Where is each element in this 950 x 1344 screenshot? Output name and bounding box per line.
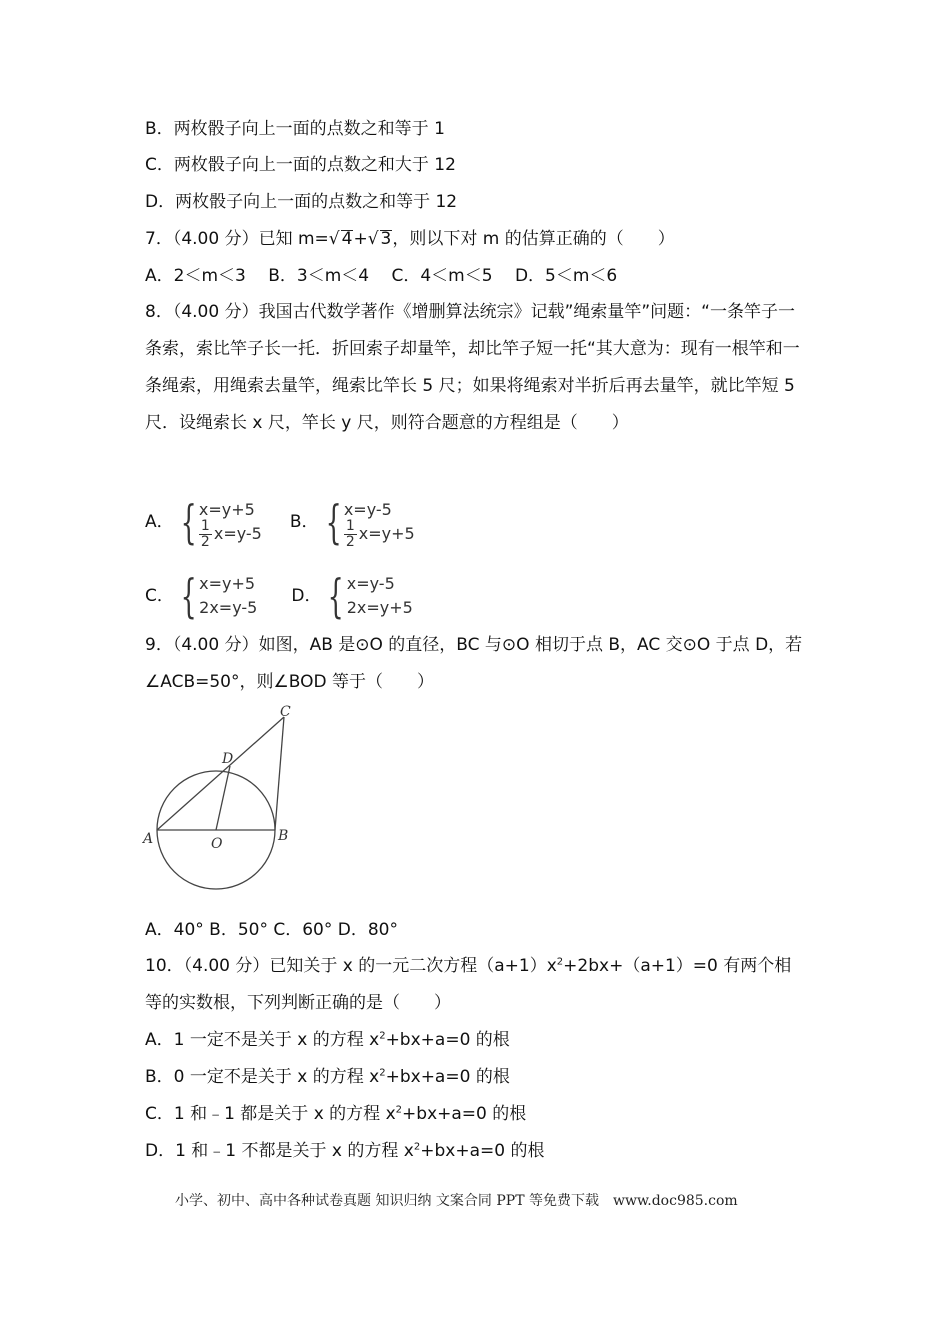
q8-c-eq2: 2x=y-5 <box>199 598 258 617</box>
q8-stem: 8．（4.00 分）我国古代数学著作《增删算法统宗》记载”绳索量竿”问题：“一条竿子一条索，索比竿子长一托．折回索子却量竿，却比竿子短一托“其大意为：现有一根竿和一条绳索，用绳索去量竿，绳索比竿长 5 尺；如果将绳索对半折后再去量竿，就比竿短 5 尺．设绳索长 x 尺，竿长 y 尺，则符合题意的方程组是（ ） <box>145 302 800 433</box>
q8-options-cd <box>145 570 413 622</box>
q8-option-c-system <box>174 569 258 623</box>
q8-option-a-system <box>174 495 262 550</box>
label-a: A <box>143 831 154 847</box>
q8-option-d-label: D． <box>291 586 322 606</box>
q7-stem-prefix: 7．（4.00 分）已知 m= <box>145 229 329 249</box>
q9-options: A．40° B．50° C．60° D．80° <box>145 920 398 940</box>
q8-option-c-label: C． <box>145 586 174 606</box>
q8-b-eq2: $\frac{1}{2}$ x=y+5 <box>345 517 415 550</box>
q8-b-fraction: $\frac{1}{2}$ <box>345 517 355 550</box>
q7-stem <box>145 227 675 251</box>
line-bc <box>275 717 284 830</box>
q7-plus: + <box>353 229 368 249</box>
brace-icon: { <box>325 495 342 549</box>
q6-option-b: B．两枚骰子向上一面的点数之和等于 1 <box>145 119 445 139</box>
page-footer: 小学、初中、高中各种试卷真题 知识归纳 文案合同 PPT 等免费下载 www.doc985.com <box>175 1193 738 1209</box>
q8-options-ab <box>145 487 415 557</box>
label-b: B <box>278 828 289 844</box>
sqrt-symbol: √ <box>367 229 379 249</box>
q8-b-eq1: x=y-5 <box>343 500 392 519</box>
q9-geometry-figure <box>138 700 308 895</box>
q8-c-eq1: x=y+5 <box>199 574 256 593</box>
brace-icon: { <box>180 495 197 549</box>
sqrt-symbol: √ <box>328 229 340 249</box>
brace-icon: { <box>180 569 197 623</box>
q8-option-b-system <box>319 495 415 550</box>
label-d: D <box>222 751 234 767</box>
q7-root1: 4 <box>341 229 353 249</box>
q6-option-c: C．两枚骰子向上一面的点数之和大于 12 <box>145 155 456 175</box>
q10-option-a: A．1 一定不是关于 x 的方程 $x^2+bx+a=0$ 的根 <box>145 1030 510 1050</box>
q10-stem: 10．（4.00 分）已知关于 x 的一元二次方程$(a+1)x^2+2bx+(a+1)=0$ 有两个相等的实数根，下列判断正确的是（ ） <box>145 956 792 1013</box>
q7-root2: 3 <box>380 229 392 249</box>
q7-options: A．2＜m＜3 B．3＜m＜4 C．4＜m＜5 D．5＜m＜6 <box>145 266 618 286</box>
q8-a-eq2: $\frac{1}{2}$ x=y-5 <box>200 517 262 550</box>
q10-option-c: C．1 和﹣1 都是关于 x 的方程 $x^2+bx+a=0$ 的根 <box>145 1104 527 1124</box>
q7-stem-suffix: ，则以下对 m 的估算正确的（ ） <box>392 229 675 249</box>
q8-option-a-label: A． <box>145 512 174 532</box>
q8-d-eq2: 2x=y+5 <box>346 598 413 617</box>
q8-a-eq1: x=y+5 <box>198 500 255 519</box>
q8-d-eq1: x=y-5 <box>346 574 395 593</box>
q8-option-d-system <box>321 569 413 623</box>
q8-a-fraction: $\frac{1}{2}$ <box>200 517 210 550</box>
label-c: C <box>280 704 291 720</box>
label-o: O <box>211 836 223 852</box>
q10-option-d: D．1 和﹣1 不都是关于 x 的方程 $x^2+bx+a=0$ 的根 <box>145 1141 545 1161</box>
q6-option-d: D．两枚骰子向上一面的点数之和等于 12 <box>145 192 458 212</box>
q8-option-b-label: B． <box>289 512 319 532</box>
q10-option-b: B．0 一定不是关于 x 的方程 $x^2+bx+a=0$ 的根 <box>145 1067 510 1087</box>
q9-stem: 9．（4.00 分）如图，AB 是⊙O 的直径，BC 与⊙O 相切于点 B，AC 交⊙O 于点 D，若∠ACB=50°，则∠BOD 等于（ ） <box>145 635 803 692</box>
line-ac <box>157 717 284 830</box>
brace-icon: { <box>328 569 345 623</box>
